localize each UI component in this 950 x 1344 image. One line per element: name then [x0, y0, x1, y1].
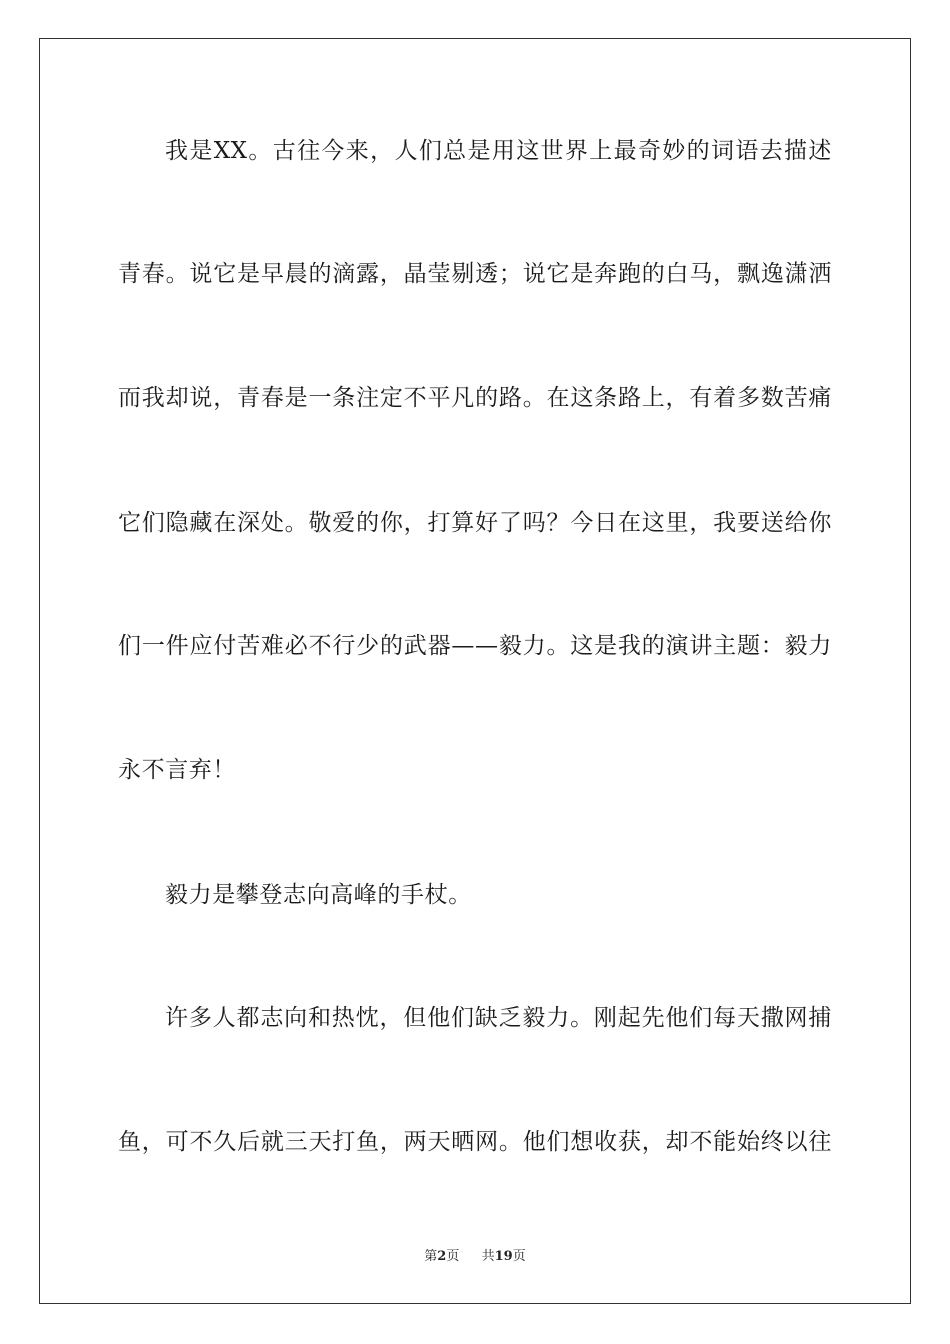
total-pages: 19 — [494, 1249, 513, 1264]
text-line-6: 永不言弃！ — [118, 757, 236, 783]
text-line-2: 青春。说它是早晨的滴露，晶莹剔透；说它是奔跑的白马，飘逸潇洒 — [118, 261, 832, 287]
total-prefix: 共 — [481, 1249, 495, 1264]
text-line-1: 我是XX。古往今来，人们总是用这世界上最奇妙的词语去描述 — [165, 138, 832, 164]
text-line-7: 毅力是攀登志向高峰的手杖。 — [165, 882, 472, 908]
text-line-8: 许多人都志向和热忱，但他们缺乏毅力。刚起先他们每天撒网捕 — [165, 1005, 832, 1031]
total-suffix: 页 — [512, 1249, 526, 1264]
page-suffix: 页 — [446, 1249, 460, 1264]
page-border — [39, 38, 911, 1304]
page-footer — [0, 1248, 950, 1266]
text-line-3: 而我却说，青春是一条注定不平凡的路。在这条路上，有着多数苦痛 — [118, 385, 832, 411]
page-prefix: 第 — [424, 1249, 438, 1264]
text-line-9: 鱼，可不久后就三天打鱼，两天晒网。他们想收获，却不能始终以往 — [118, 1129, 832, 1155]
text-line-4: 它们隐藏在深处。敬爱的你，打算好了吗？今日在这里，我要送给你 — [118, 510, 832, 536]
text-line-5: 们一件应付苦难必不行少的武器——毅力。这是我的演讲主题：毅力 — [118, 633, 832, 659]
page-number: 2 — [437, 1249, 447, 1264]
